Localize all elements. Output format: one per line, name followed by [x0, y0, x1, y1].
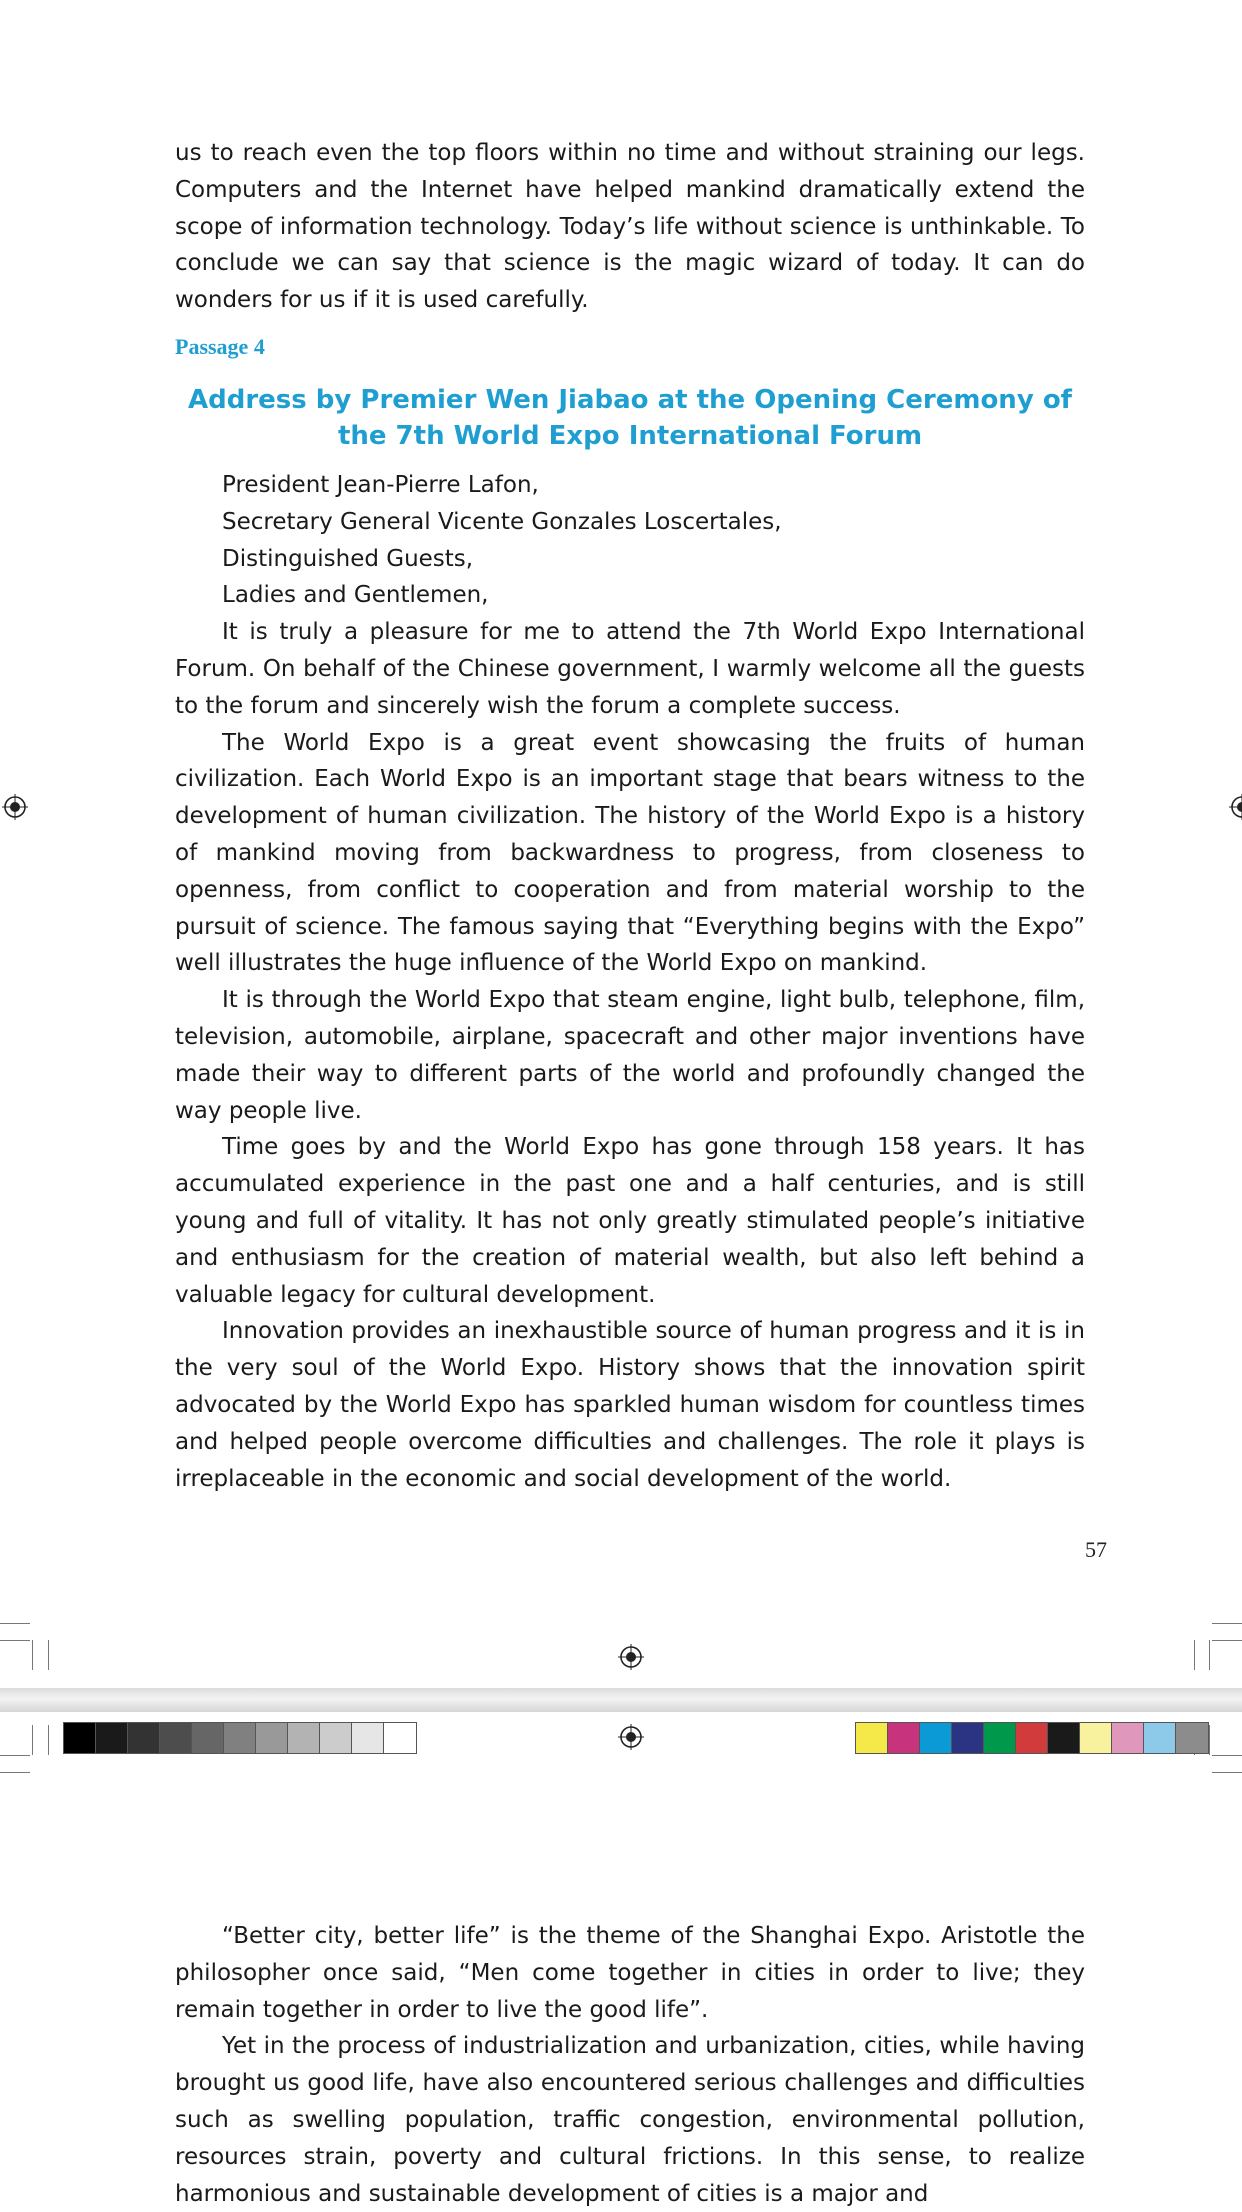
top-continuation-block: [175, 135, 1085, 319]
salutation-line: Ladies and Gentlemen,: [222, 582, 489, 609]
salutation-line: Secretary General Vicente Gonzales Loscertales,: [222, 508, 782, 535]
color-swatch: [952, 1723, 984, 1753]
gray-swatch: [288, 1723, 320, 1753]
salutation-line: Distinguished Guests,: [222, 545, 474, 572]
color-swatch: [920, 1723, 952, 1753]
passage-label: Passage 4: [175, 334, 265, 359]
crop-mark: [1194, 1640, 1195, 1670]
crop-mark: [0, 1623, 30, 1624]
title-line-2: the 7th World Expo International Forum: [337, 421, 923, 451]
color-swatch: [984, 1723, 1016, 1753]
color-swatch: [1112, 1723, 1144, 1753]
body-paragraph: It is truly a pleasure for me to attend the 7th World Expo International Forum. On behalf of the Chinese government, I warmly welcome all the guests to the forum and sincerely wish the forum a complete success.: [175, 619, 1085, 719]
crop-mark: [32, 1640, 33, 1670]
gray-swatch: [64, 1723, 96, 1753]
registration-mark-icon: [2, 794, 28, 820]
color-swatch: [1176, 1723, 1208, 1753]
body-paragraph: “Better city, better life” is the theme of the Shanghai Expo. Aristotle the philosopher once said, “Men come together in cities in order to live; they remain together in order to live the good life”.: [175, 1923, 1085, 2023]
color-bar: [855, 1722, 1209, 1754]
crop-mark: [1212, 1623, 1242, 1624]
gray-swatch: [128, 1723, 160, 1753]
title-line-1: Address by Premier Wen Jiabao at the Opening Ceremony of: [188, 385, 1072, 415]
gray-swatch: [384, 1723, 416, 1753]
gray-swatch: [224, 1723, 256, 1753]
gray-swatch: [320, 1723, 352, 1753]
page-gap-band: [0, 1688, 1242, 1712]
next-page-body: [175, 1918, 1085, 2212]
registration-mark-icon: [1229, 794, 1242, 820]
crop-mark: [1209, 1640, 1210, 1670]
color-swatch: [1144, 1723, 1176, 1753]
body-paragraph: It is through the World Expo that steam engine, light bulb, telephone, film, television, automobile, airplane, spacecraft and other major inventions have made their way to different parts of the world and profoundly changed the way people live.: [175, 987, 1085, 1124]
color-swatch: [888, 1723, 920, 1753]
color-swatch: [1048, 1723, 1080, 1753]
page-number: 57: [1085, 1537, 1107, 1562]
crop-mark: [1212, 1755, 1242, 1756]
color-swatch: [1016, 1723, 1048, 1753]
body-paragraph: Time goes by and the World Expo has gone through 158 years. It has accumulated experience in the past one and a half centuries, and is still young and full of vitality. It has not only greatly stimulated people’s initiative and enthusiasm for the creation of material wealth, but also left behind a valuable legacy for cultural development.: [175, 1134, 1085, 1308]
crop-mark: [0, 1755, 30, 1756]
crop-mark: [32, 1725, 33, 1755]
gray-swatch: [192, 1723, 224, 1753]
registration-mark-icon: [618, 1644, 644, 1670]
body-paragraph: Innovation provides an inexhaustible source of human progress and it is in the very soul of the World Expo. History shows that the innovation spirit advocated by the World Expo has sparkled human wisdom for countless times and helped people overcome difficulties and challenges. The role it plays is irreplaceable in the economic and social development of the world.: [175, 1318, 1085, 1492]
gray-swatch: [160, 1723, 192, 1753]
color-swatch: [1080, 1723, 1112, 1753]
crop-mark: [48, 1640, 49, 1670]
body-paragraph: The World Expo is a great event showcasing the fruits of human civilization. Each World Expo is an important stage that bears witness to the development of human civilization. The history of the World Expo is a history of mankind moving from backwardness to progress, from closeness to openness, from conflict to cooperation and from material worship to the pursuit of science. The famous saying that “Everything begins with the Expo” well illustrates the huge influence of the World Expo on mankind.: [175, 729, 1085, 977]
crop-mark: [1212, 1640, 1242, 1641]
gray-swatch: [96, 1723, 128, 1753]
crop-mark: [0, 1772, 30, 1773]
color-swatch: [856, 1723, 888, 1753]
crop-mark: [1209, 1725, 1210, 1755]
speech-title: [175, 382, 1085, 454]
grayscale-bar: [63, 1722, 417, 1754]
continuation-paragraph: us to reach even the top floors within no time and without straining our legs. Computers and the Internet have helped mankind dramatically extend the scope of information technology. Today’s life without science is unthinkable. To conclude we can say that science is the magic wizard of today. It can do wonders for us if it is used carefully.: [175, 140, 1085, 314]
gray-swatch: [256, 1723, 288, 1753]
speech-body: [175, 467, 1085, 1497]
crop-mark: [0, 1640, 30, 1641]
body-paragraph: Yet in the process of industrialization and urbanization, cities, while having brought us good life, have also encountered serious challenges and difficulties such as swelling population, traffic congestion, environmental pollution, resources strain, poverty and cultural frictions. In this sense, to realize harmonious and sustainable development of cities is a major and: [175, 2033, 1085, 2207]
registration-mark-icon: [618, 1724, 644, 1750]
gray-swatch: [352, 1723, 384, 1753]
crop-mark: [1212, 1772, 1242, 1773]
salutation-line: President Jean-Pierre Lafon,: [222, 472, 539, 498]
crop-mark: [48, 1725, 49, 1755]
